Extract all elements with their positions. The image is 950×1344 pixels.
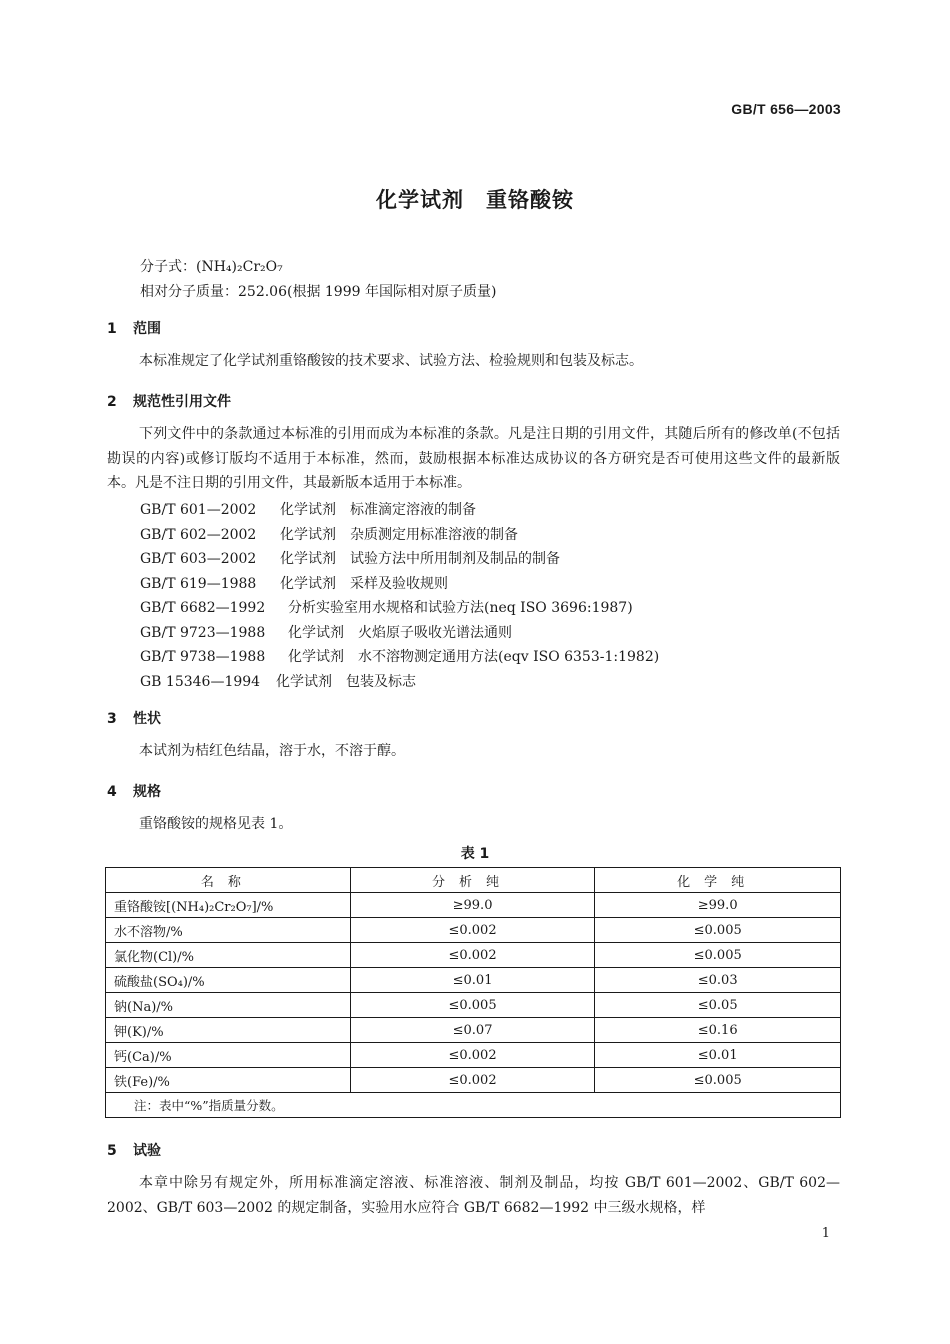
section-3-text: 本试剂为桔红色结晶，溶于水，不溶于醇。 [139, 743, 405, 759]
section-5-heading [107, 1140, 161, 1160]
table-row [106, 893, 841, 918]
section-2-heading [107, 391, 231, 411]
section-2-text: 下列文件中的条款通过本标准的引用而成为本标准的条款。凡是注日期的引用文件，其随后所有的修改单(不包括勘误的内容)或修订版均不适用于本标准，然而，鼓励根据本标准达成协议的各方研究是否可使用这些文件的最新版本。凡是不注日期的引用文件，其最新版本适用于本标准。 [107, 426, 840, 491]
reference-item [140, 548, 560, 568]
section-title: 范围 [133, 321, 161, 337]
specification-table [105, 867, 841, 1118]
reference-item [140, 646, 659, 666]
table-cell-name: 铁(Fe)/% [106, 1068, 351, 1093]
reference-title: 化学试剂 采样及验收规则 [280, 576, 448, 592]
table-cell-value: ≤0.05 [595, 993, 841, 1018]
document-title: 化学试剂 重铬酸铵 [376, 188, 574, 212]
table-cell-value: ≤0.01 [595, 1043, 841, 1068]
table-cell-name: 重铬酸铵[(NH₄)₂Cr₂O₇]/% [106, 893, 351, 918]
reference-item [140, 573, 448, 593]
table-cell-name: 水不溶物/% [106, 918, 351, 943]
reference-code: GB 15346—1994 [140, 674, 261, 690]
section-title: 试验 [133, 1143, 161, 1159]
section-number: 3 [107, 711, 117, 727]
reference-title: 化学试剂 火焰原子吸收光谱法通则 [288, 625, 512, 641]
table-cell-value: ≥99.0 [595, 893, 841, 918]
table-cell-value: ≤0.002 [350, 918, 595, 943]
reference-code: GB/T 9723—1988 [140, 625, 266, 641]
column-header-analytical-grade: 分析纯 [350, 868, 595, 893]
table-row [106, 968, 841, 993]
table-cell-name: 钠(Na)/% [106, 993, 351, 1018]
section-1-text: 本标准规定了化学试剂重铬酸铵的技术要求、试验方法、检验规则和包装及标志。 [139, 353, 643, 369]
table-cell-name: 硫酸盐(SO₄)/% [106, 968, 351, 993]
table-cell-name: 氯化物(Cl)/% [106, 943, 351, 968]
table-caption: 表 1 [460, 846, 490, 862]
table-row [106, 943, 841, 968]
page-number: 1 [821, 1226, 830, 1241]
section-title: 规范性引用文件 [133, 394, 231, 410]
formula-label: 分子式： [140, 259, 196, 275]
reference-title: 化学试剂 标准滴定溶液的制备 [280, 502, 476, 518]
table-cell-value: ≤0.005 [595, 943, 841, 968]
reference-code: GB/T 603—2002 [140, 551, 257, 567]
reference-item [140, 671, 416, 691]
reference-item [140, 524, 518, 544]
section-number: 5 [107, 1143, 117, 1159]
section-number: 1 [107, 321, 117, 337]
table-cell-value: ≤0.005 [595, 918, 841, 943]
section-4-text: 重铬酸铵的规格见表 1。 [139, 816, 293, 832]
section-title: 性状 [133, 711, 161, 727]
table-cell-value: ≤0.002 [350, 943, 595, 968]
reference-code: GB/T 619—1988 [140, 576, 257, 592]
table-cell-value: ≤0.002 [350, 1068, 595, 1093]
reference-code: GB/T 9738—1988 [140, 649, 266, 665]
section-5-text: 本章中除另有规定外，所用标准滴定溶液、标准溶液、制剂及制品，均按 GB/T 601—2002、GB/T 602—2002、GB/T 603—2002 的规定制备，实验用水应符合 GB/T 6682—1992 中三级水规格，样 [107, 1175, 840, 1216]
standard-code: GB/T 656—2003 [731, 101, 841, 117]
table-row [106, 993, 841, 1018]
molecular-formula [140, 256, 283, 276]
table-cell-name: 钾(K)/% [106, 1018, 351, 1043]
section-title: 规格 [133, 784, 161, 800]
table-row [106, 1068, 841, 1093]
section-4-heading [107, 781, 161, 801]
reference-code: GB/T 602—2002 [140, 527, 257, 543]
reference-item [140, 597, 633, 617]
section-number: 2 [107, 394, 117, 410]
table-cell-value: ≤0.002 [350, 1043, 595, 1068]
column-header-name: 名称 [106, 868, 351, 893]
table-cell-value: ≤0.005 [350, 993, 595, 1018]
reference-code: GB/T 6682—1992 [140, 600, 266, 616]
table-cell-value: ≤0.03 [595, 968, 841, 993]
section-3-heading [107, 708, 161, 728]
table-cell-value: ≤0.07 [350, 1018, 595, 1043]
table-cell-value: ≤0.01 [350, 968, 595, 993]
section-number: 4 [107, 784, 117, 800]
table-cell-name: 钙(Ca)/% [106, 1043, 351, 1068]
reference-title: 化学试剂 水不溶物测定通用方法(eqv ISO 6353-1:1982) [288, 649, 660, 665]
reference-title: 化学试剂 杂质测定用标准溶液的制备 [280, 527, 518, 543]
reference-item [140, 499, 476, 519]
reference-title: 分析实验室用水规格和试验方法(neq ISO 3696:1987) [288, 600, 633, 616]
formula-text: (NH₄)₂Cr₂O₇ [196, 259, 283, 275]
section-1-heading [107, 318, 161, 338]
table-row [106, 1018, 841, 1043]
molar-mass: 相对分子质量：252.06(根据 1999 年国际相对原子质量) [140, 284, 497, 300]
reference-title: 化学试剂 包装及标志 [276, 674, 416, 690]
table-cell-value: ≤0.16 [595, 1018, 841, 1043]
reference-title: 化学试剂 试验方法中所用制剂及制品的制备 [280, 551, 560, 567]
table-header-row [106, 868, 841, 893]
table-cell-value: ≤0.005 [595, 1068, 841, 1093]
column-header-chemical-grade: 化学纯 [595, 868, 841, 893]
reference-code: GB/T 601—2002 [140, 502, 257, 518]
table-cell-value: ≥99.0 [350, 893, 595, 918]
table-note: 注：表中“%”指质量分数。 [106, 1093, 841, 1118]
table-row [106, 918, 841, 943]
table-row [106, 1043, 841, 1068]
table-note-row [106, 1093, 841, 1118]
reference-item [140, 622, 512, 642]
